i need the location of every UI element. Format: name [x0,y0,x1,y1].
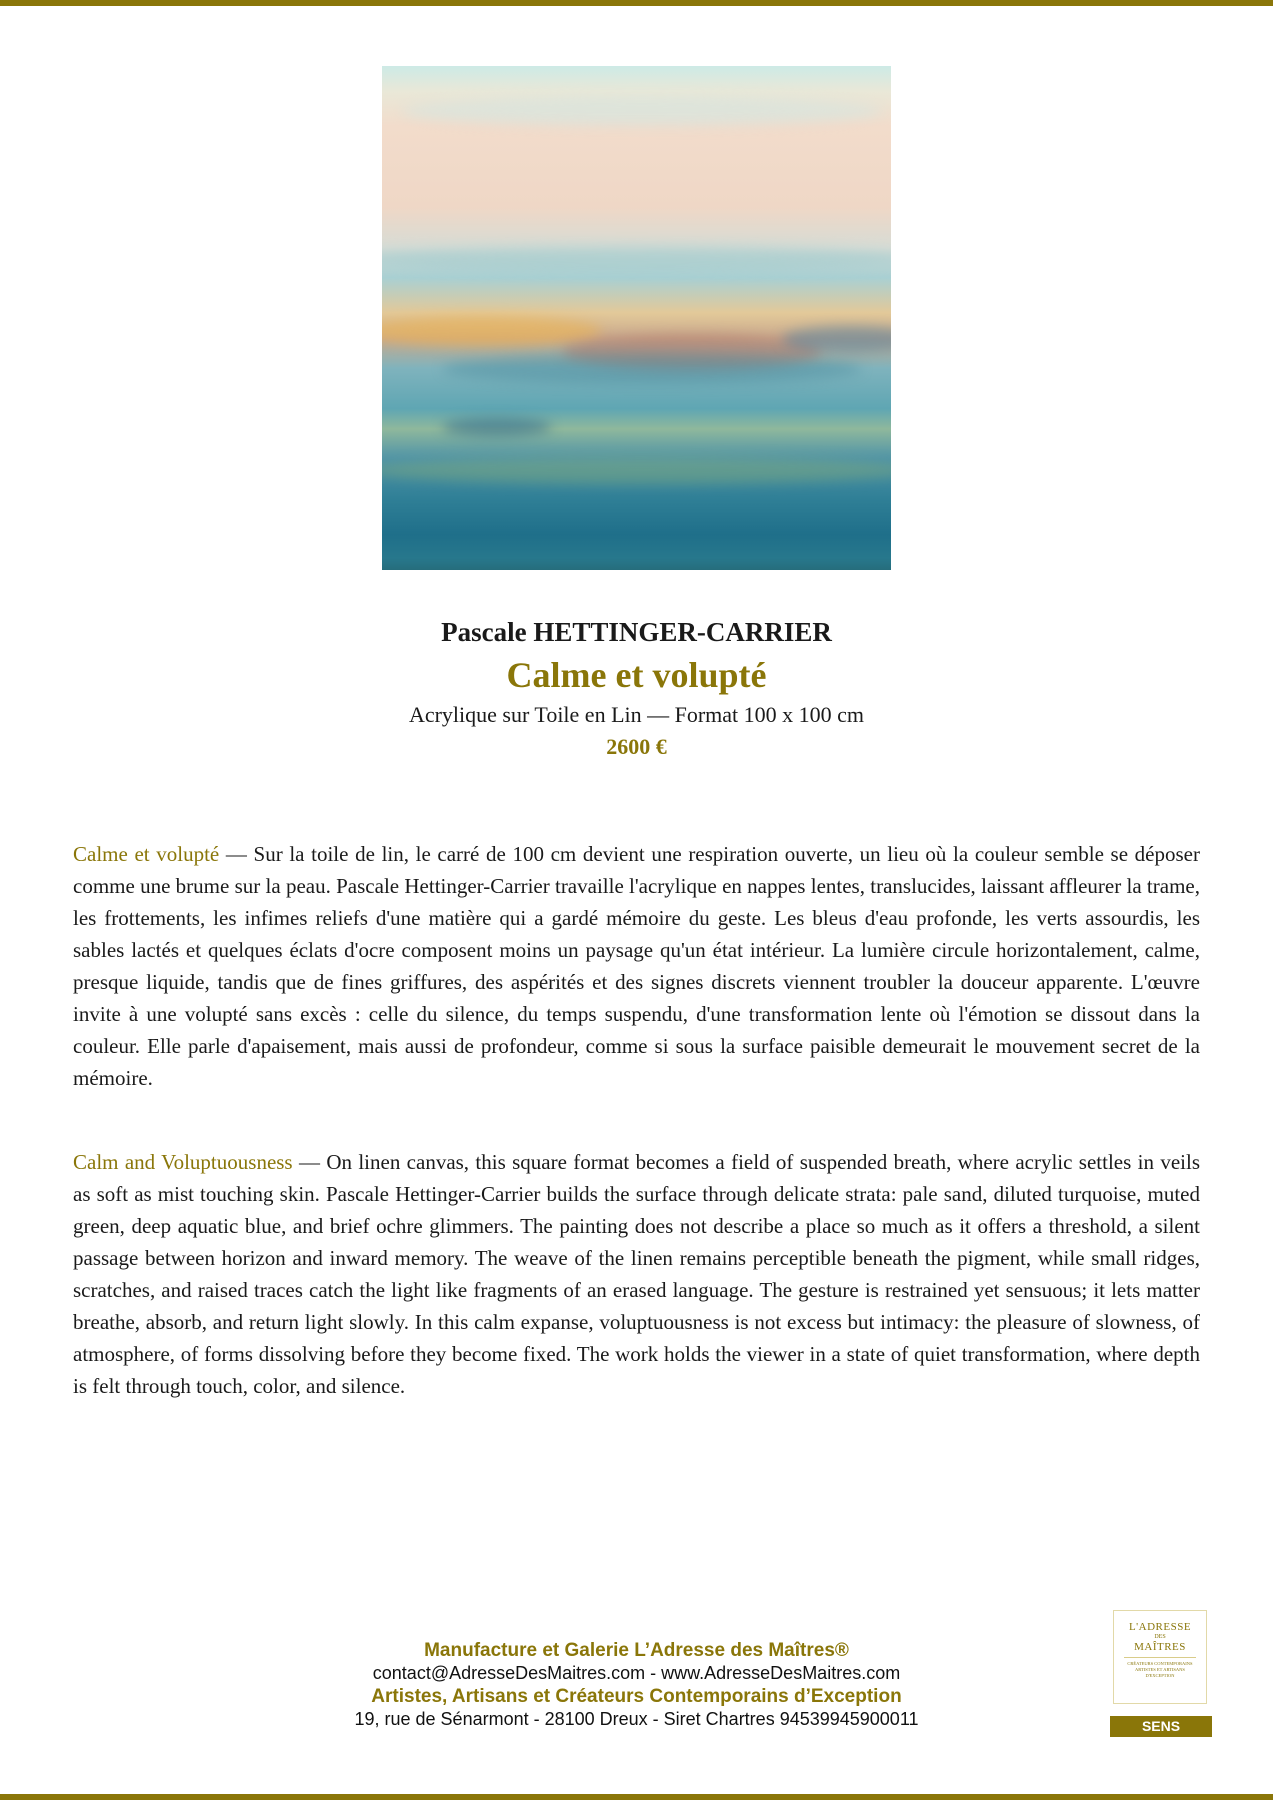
footer-address: 19, rue de Sénarmont - 28100 Dreux - Siret Chartres 94539945900011 [354,1709,919,1729]
description-french-lead: Calme et volupté [73,842,220,866]
artwork-title: Calme et volupté [506,655,767,695]
logo-line-2: DES [1154,1634,1166,1640]
logo-line-3: MAÎTRES [1134,1641,1186,1653]
description-french [73,838,1200,1094]
artwork-image [382,66,891,570]
description-french-body: — Sur la toile de lin, le carré de 100 cm devient une respiration ouverte, un lieu où la couleur semble se déposer comme une brume sur la peau. Pascale Hettinger-Carrier travaille l'acrylique en nappes lentes, translucides, laissant affleurer la trame, les frottements, les infimes reliefs d'une matière qui a gardé mémoire du geste. Les bleus d'eau profonde, les verts assourdis, les sables lactés et quelques éclats d'ocre composent moins un paysage qu'un état intérieur. La lumière circule horizontalement, calme, presque liquide, tandis que de fines griffures, des aspérités et des signes discrets viennent troubler la douceur apparente. L'œuvre invite à une volupté sans excès : celle du silence, du temps suspendu, d'une transformation lente où l'émotion se dissout dans la couleur. Elle parle d'apaisement, mais aussi de profondeur, comme si sous la surface paisible demeurait le mouvement secret de la mémoire. [73,842,1200,1090]
footer-tagline: Artistes, Artisans et Créateurs Contemporains d’Exception [371,1686,902,1707]
footer-contact: contact@AdresseDesMaitres.com - www.AdresseDesMaitres.com [372,1663,901,1683]
top-rule [0,0,1273,6]
description-english-body: — On linen canvas, this square format becomes a field of suspended breath, where acrylic settles in veils as soft as mist touching skin. Pascale Hettinger-Carrier builds the surface through delicate strata: pale sand, diluted turquoise, muted green, deep aquatic blue, and brief ochre glimmers. The painting does not describe a place so much as it offers a threshold, a silent passage between horizon and inward memory. The weave of the linen remains perceptible beneath the pigment, while small ridges, scratches, and raised traces catch the light like fragments of an erased language. The gesture is restrained yet sensuous; it lets matter breathe, absorb, and return light slowly. In this calm expanse, voluptuousness is not excess but intimacy: the pleasure of slowness, of atmosphere, of forms dissolving before they become fixed. The work holds the viewer in a state of quiet transformation, where depth is felt through touch, color, and silence. [73,1150,1200,1398]
bottom-rule [0,1794,1273,1800]
artist-name: Pascale HETTINGER-CARRIER [441,617,832,647]
footer [0,1639,1273,1731]
logo-line-4: CRÉATEURS CONTEMPORAINS ARTISTES ET ARTISANS D'EXCEPTION [1127,1661,1193,1678]
gallery-logo [1113,1610,1207,1704]
description-english [73,1146,1200,1402]
sens-badge: SENS [1110,1716,1212,1737]
artwork-medium-format: Acrylique sur Toile en Lin — Format 100 x 100 cm [408,702,865,727]
footer-gallery-name: Manufacture et Galerie L’Adresse des Maîtres® [424,1640,849,1661]
description-english-lead: Calm and Voluptuousness [73,1150,293,1174]
artwork-price: 2600 € [606,734,667,759]
logo-divider [1124,1657,1196,1658]
logo-line-1: L'ADRESSE [1128,1621,1192,1633]
artwork-info [0,612,1273,762]
